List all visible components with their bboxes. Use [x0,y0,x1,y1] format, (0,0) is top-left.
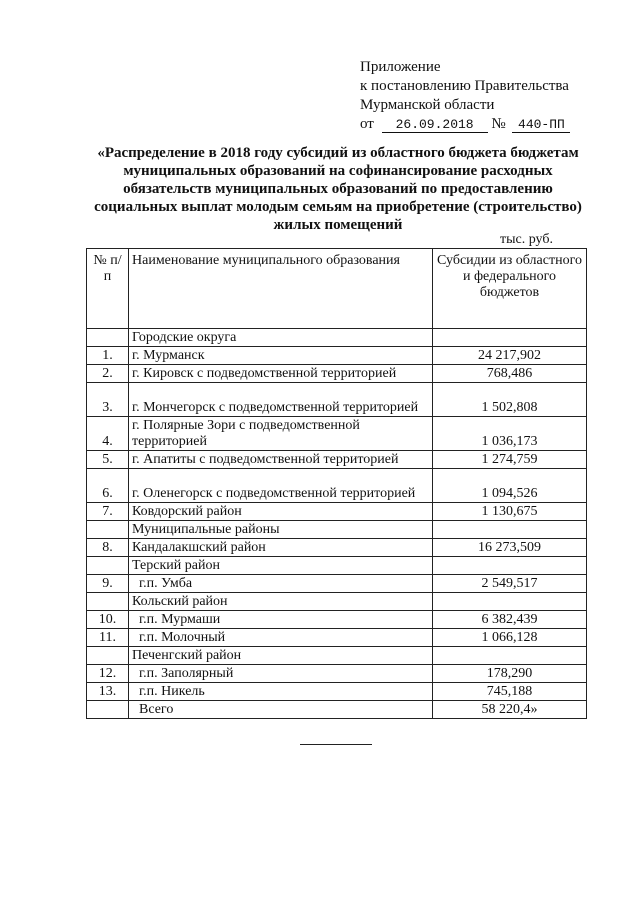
decree-date: 26.09.2018 [382,117,488,133]
row-number [87,521,129,539]
row-value: 1 066,128 [433,629,587,647]
table-row [87,329,587,347]
table-row [87,383,587,417]
row-number: 7. [87,503,129,521]
row-name: Городские округа [129,329,433,347]
row-value [433,521,587,539]
document-title: «Распределение в 2018 году субсидий из областного бюджета бюджетам муниципальных образований на софинансирование расходных обязательств муниципальных образований по предоставлению социальных выплат молодым семьям на приобретение (строительство) жилых помещений [94,145,582,233]
table-row [87,629,587,647]
row-value: 178,290 [433,665,587,683]
header-name: Наименование муниципального образования [129,249,433,329]
row-name: г. Оленегорск с подведомственной территорией [129,469,433,503]
row-name: г.п. Умба [129,575,433,593]
row-name: г.п. Молочный [129,629,433,647]
row-value: 16 273,509 [433,539,587,557]
row-number: 1. [87,347,129,365]
row-name: г. Мончегорск с подведомственной территорией [129,383,433,417]
row-value [433,647,587,665]
row-number [87,593,129,611]
row-value: 768,486 [433,365,587,383]
row-number: 3. [87,383,129,417]
row-name: Муниципальные районы [129,521,433,539]
row-number [87,701,129,719]
row-number: 12. [87,665,129,683]
unit-label: тыс. руб. [500,232,553,247]
row-number: 8. [87,539,129,557]
footer-divider [300,744,372,745]
row-number: 4. [87,417,129,451]
row-value: 1 274,759 [433,451,587,469]
table-row [87,521,587,539]
table-row [87,593,587,611]
decree-number: 440-ПП [512,117,570,133]
table-row [87,503,587,521]
row-number: 10. [87,611,129,629]
table-row [87,647,587,665]
row-value: 1 130,675 [433,503,587,521]
row-name: г. Мурманск [129,347,433,365]
row-number: 5. [87,451,129,469]
table-row [87,417,587,451]
row-value: 2 549,517 [433,575,587,593]
header-num: № п/п [87,249,129,329]
table-row [87,611,587,629]
row-number [87,647,129,665]
row-name: Ковдорский район [129,503,433,521]
row-name: г. Кировск с подведомственной территорией [129,365,433,383]
row-value: 1 502,808 [433,383,587,417]
row-value: 1 036,173 [433,417,587,451]
row-name: г.п. Заполярный [129,665,433,683]
row-name: г.п. Мурмаши [129,611,433,629]
row-name: Кольский район [129,593,433,611]
row-number [87,557,129,575]
appendix-block [360,58,570,134]
row-value [433,557,587,575]
appendix-line-2: к постановлению Правительства [360,78,569,94]
appendix-date-line [360,115,570,134]
table-row [87,665,587,683]
table-row [87,469,587,503]
row-value: 745,188 [433,683,587,701]
table-row [87,451,587,469]
row-name: Терский район [129,557,433,575]
row-number: 13. [87,683,129,701]
table-row [87,347,587,365]
row-value [433,593,587,611]
row-value: 58 220,4» [433,701,587,719]
table-row [87,557,587,575]
table-row [87,701,587,719]
table-header-row [87,249,587,329]
appendix-line-1: Приложение [360,59,441,75]
table-row [87,683,587,701]
table-row [87,575,587,593]
row-number: 2. [87,365,129,383]
number-label: № [491,116,506,132]
row-name: г.п. Никель [129,683,433,701]
table-row [87,539,587,557]
row-name: Печенгский район [129,647,433,665]
subsidy-table [86,248,587,719]
appendix-line-3: Мурманской области [360,97,495,113]
from-label: от [360,116,374,132]
row-number [87,329,129,347]
row-name: Кандалакшский район [129,539,433,557]
row-name: Всего [129,701,433,719]
row-value [433,329,587,347]
header-subsidy: Субсидии из областного и федерального бюджетов [433,249,587,329]
row-value: 24 217,902 [433,347,587,365]
row-name: г. Полярные Зори с подведомственной территорией [129,417,433,451]
row-number: 9. [87,575,129,593]
row-name: г. Апатиты с подведомственной территорией [129,451,433,469]
row-value: 1 094,526 [433,469,587,503]
row-number: 11. [87,629,129,647]
table-row [87,365,587,383]
row-value: 6 382,439 [433,611,587,629]
row-number: 6. [87,469,129,503]
